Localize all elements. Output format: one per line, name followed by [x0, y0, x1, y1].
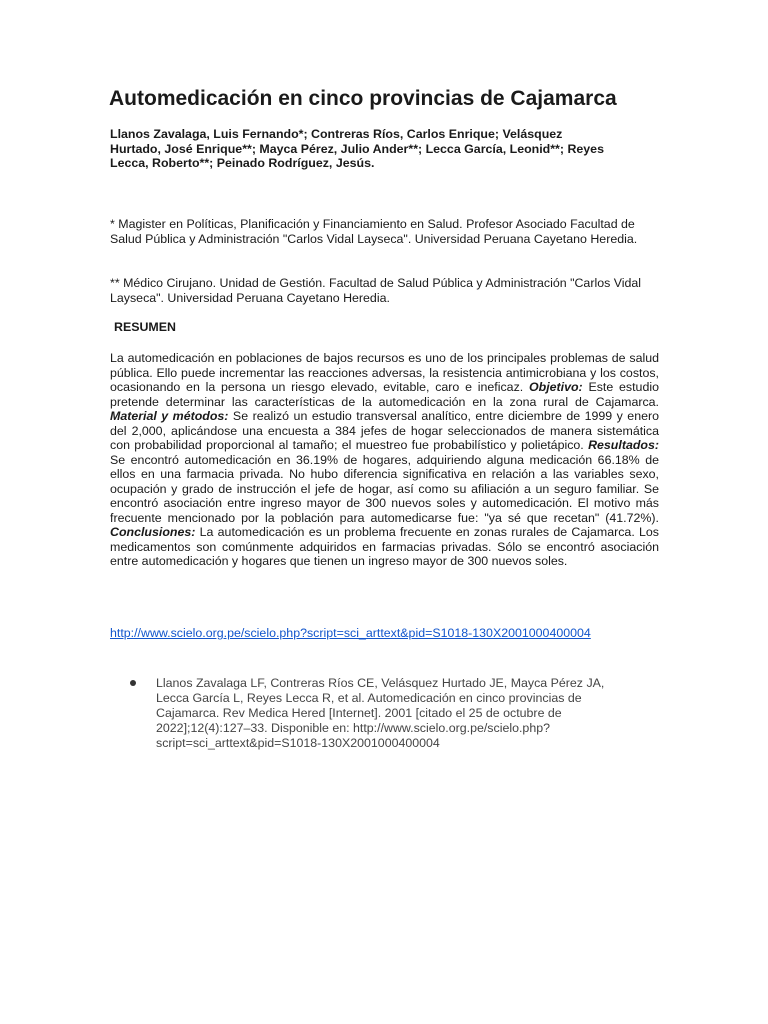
affiliation-2: ** Médico Cirujano. Unidad de Gestión. Facultad de Salud Pública y Administración "Carlos Vidal Layseca". Universidad Peruana Cayetano Heredia. [110, 276, 642, 305]
resumen-heading: RESUMEN [114, 320, 176, 334]
abstract-paragraph [110, 351, 659, 569]
resultados-label: Resultados: [588, 438, 659, 452]
abstract-objetivo: Este estudio pretende determinar las características de la automedicación en la zona rural de Cajamarca. [110, 380, 659, 409]
objetivo-label: Objetivo: [528, 380, 583, 394]
abstract-intro: La automedicación en poblaciones de bajos recursos es uno de los principales problemas de salud pública. Ello puede incrementar las reacciones adversas, la resistencia antimicrobiana y los costos, ocasionando en la persona un riesgo elevado, evitable, caro e ineficaz. [110, 351, 659, 394]
conclusiones-label: Conclusiones: [110, 525, 196, 539]
abstract-resultados: Se encontró automedicación en 36.19% de hogares, adquiriendo alguna medicación 66.18% de ellos en una farmacia privada. No hubo diferencia significativa en relación a las variables sexo, ocupación y grado de instrucción el jefe de hogar, así como su afiliación a un seguro familiar. Se encontró asociación entre ingreso mayor de 300 nuevos soles y automedicación. El motivo más frecuente mencionado por la población para automedicarse fue: "ya sé que recetan" (41.72%). [110, 452, 659, 525]
abstract-material: Se realizó un estudio transversal analítico, entre diciembre de 1999 y enero del 2,000, aplicándose una encuesta a 384 jefes de hogar seleccionados de manera sistemática con probabilidad proporcional al tamaño; el muestreo fue probabilístico y polietápico. [110, 409, 659, 452]
article-link[interactable]: http://www.scielo.org.pe/scielo.php?script=sci_arttext&pid=S1018-130X2001000400004 [110, 626, 591, 640]
author-list: Llanos Zavalaga, Luis Fernando*; Contreras Ríos, Carlos Enrique; Velásquez Hurtado, José Enrique**; Mayca Pérez, Julio Ander**; Lecca García, Leonid**; Reyes Lecca, Roberto**; Peinado Rodríguez, Jesús. [110, 127, 604, 170]
material-label: Material y métodos: [110, 409, 229, 423]
bullet-icon [130, 680, 136, 686]
reference-citation: Llanos Zavalaga LF, Contreras Ríos CE, Velásquez Hurtado JE, Mayca Pérez JA, Lecca García L, Reyes Lecca R, et al. Automedicación en cinco provincias de Cajamarca. Rev Medica Hered [Internet]. 2001 [citado el 25 de octubre de 2022];12(4):127–33. Disponible en: http://www.scielo.org.pe/scielo.php?script=sci_arttext&pid=S1018-130X2001000400004 [156, 676, 605, 750]
abstract-conclusiones: La automedicación es un problema frecuente en zonas rurales de Cajamarca. Los medicamentos son comúnmente adquiridos en farmacias privadas. Sólo se encontró asociación entre automedicación y hogares que tienen un ingreso mayor de 300 nuevos soles. [110, 525, 659, 568]
affiliation-1: * Magister en Políticas, Planificación y Financiamiento en Salud. Profesor Asociado Facultad de Salud Pública y Administración "Carlos Vidal Layseca". Universidad Peruana Cayetano Heredia. [110, 217, 638, 246]
article-title: Automedicación en cinco provincias de Cajamarca [109, 87, 617, 110]
